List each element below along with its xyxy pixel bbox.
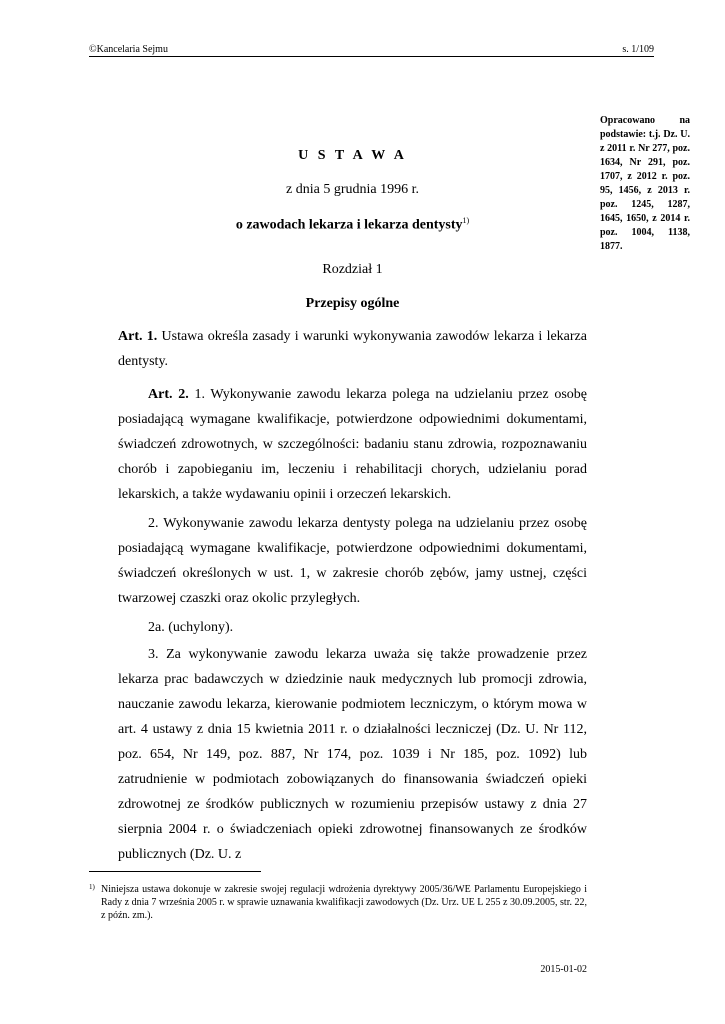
chapter-number: Rozdział 1 bbox=[322, 261, 383, 277]
page-header bbox=[89, 42, 654, 58]
footnote-reference[interactable]: 1) bbox=[462, 216, 470, 225]
article-1-label: Art. 1. bbox=[118, 328, 158, 344]
publisher-label: ©Kancelaria Sejmu bbox=[89, 44, 168, 55]
footnote-separator bbox=[89, 871, 261, 872]
page-number: s. 1/109 bbox=[622, 44, 654, 55]
document-date: 2015-01-02 bbox=[540, 964, 587, 975]
act-subject bbox=[118, 216, 587, 234]
article-2-para-3: 3. Za wykonywanie zawodu lekarza uważa się także prowadzenie przez lekarza prac badawczych w dziedzinie nauk medycznych lub promocji zdrowia, nauczanie zawodu lekarza, kierowanie podmiotem leczniczym, o którym mowa w art. 4 ustawy z dnia 15 kwietnia 2011 r. o działalności leczniczej (Dz. U. Nr 112, poz. 654, Nr 149, poz. 887, Nr 174, poz. 1039 i Nr 185, poz. 1092) lub zatrudnienie w podmiotach zobowiązanych do finansowania świadczeń opieki zdrowotnej ze środków publicznych w rozumieniu przepisów ustawy z dnia 27 sierpnia 2004 r. o świadczeniach opieki zdrowotnej finansowanych ze środków publicznych (Dz. U. z bbox=[118, 646, 587, 862]
article-2-label: Art. 2. bbox=[148, 386, 189, 402]
article-2-para-1 bbox=[118, 382, 587, 507]
article-1 bbox=[118, 324, 587, 374]
document-body bbox=[118, 148, 587, 869]
footnote-mark: 1) bbox=[89, 883, 95, 891]
article-2-para-1-text: 1. Wykonywanie zawodu lekarza polega na udzielaniu przez osobę posiadającą wymagane kwalifikacje, potwierdzone odpowiednimi dokumentami, świadczeń zdrowotnych, w szczególności: badaniu stanu zdrowia, rozpoznawaniu chorób i zapobieganiu im, leczeniu i rehabilitacji chorych, udzielaniu porad lekarskich, a także wydawaniu opinii i orzeczeń lekarskich. bbox=[118, 386, 587, 502]
act-subject-text: o zawodach lekarza i lekarza dentysty bbox=[235, 217, 463, 233]
article-1-text: Ustawa określa zasady i warunki wykonywania zawodów lekarza i lekarza dentysty. bbox=[118, 328, 587, 369]
act-title: U S T A W A bbox=[298, 148, 407, 163]
source-note: Opracowano na podstawie: t.j. Dz. U. z 2011 r. Nr 277, poz. 1634, Nr 291, poz. 1707, z 2012 r. poz. 95, 1456, z 2013 r. poz. 1245, 1287, 1645, 1650, z 2014 r. poz. 1004, 1138, 1877. bbox=[600, 115, 690, 252]
chapter-title: Przepisy ogólne bbox=[305, 295, 400, 311]
footnote bbox=[89, 883, 587, 922]
footnote-text: Niniejsza ustawa dokonuje w zakresie swojej regulacji wdrożenia dyrektywy 2005/36/WE Parlamentu Europejskiego i Rady z dnia 7 września 2005 r. w sprawie uznawania kwalifikacji zawodowych (Dz. Urz. UE L 255 z 30.09.2005, str. 22, z późn. zm.). bbox=[101, 884, 587, 921]
header-rule bbox=[89, 56, 654, 57]
article-2-para-2a: 2a. (uchylony). bbox=[148, 619, 234, 635]
act-date: z dnia 5 grudnia 1996 r. bbox=[286, 182, 419, 197]
article-2-para-2: 2. Wykonywanie zawodu lekarza dentysty polega na udzielaniu przez osobę posiadającą wymagane kwalifikacje, potwierdzone odpowiednimi dokumentami, świadczeń określonych w ust. 1, w zakresie chorób zębów, jamy ustnej, części twarzowej czaszki oraz okolic przyległych. bbox=[118, 515, 587, 606]
